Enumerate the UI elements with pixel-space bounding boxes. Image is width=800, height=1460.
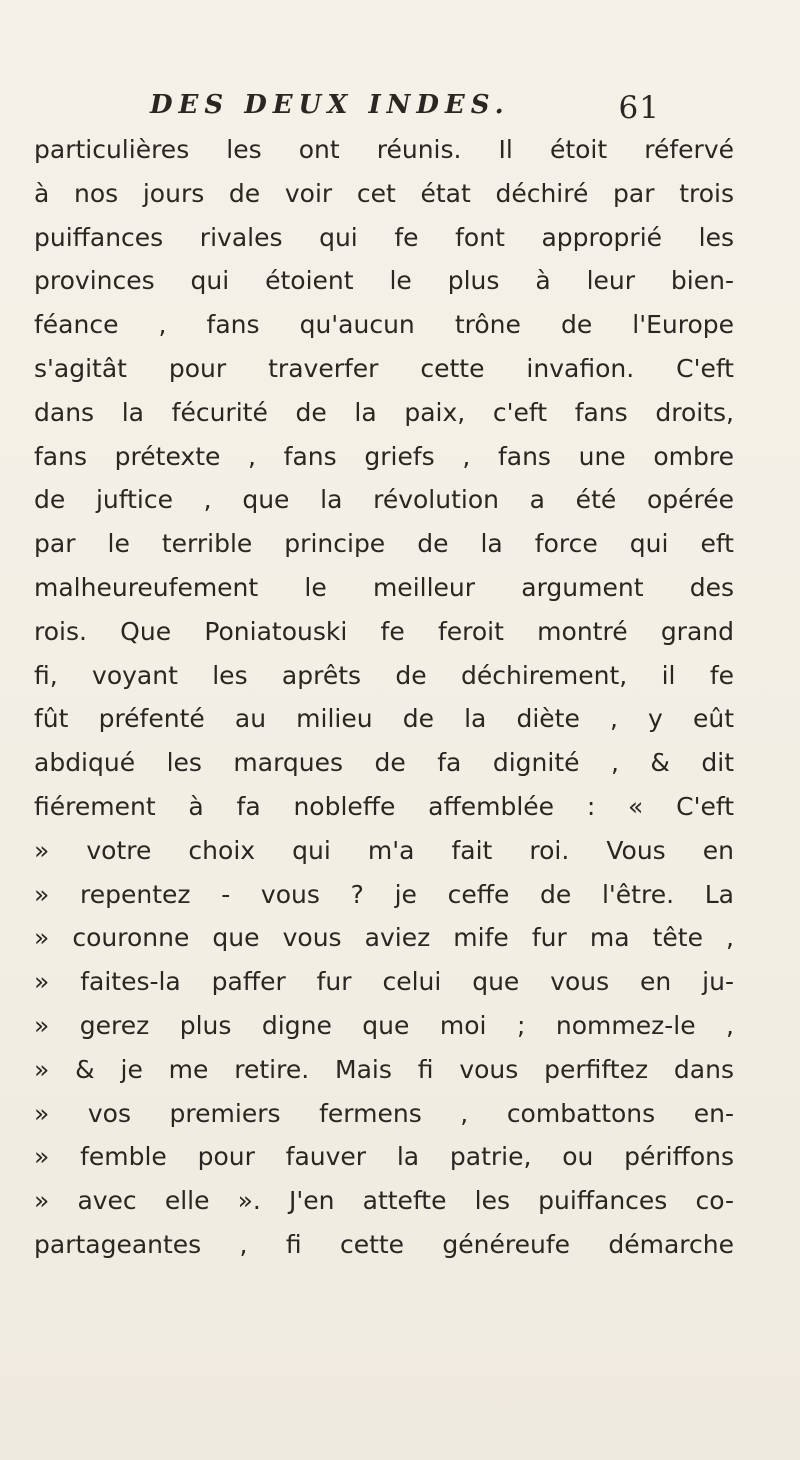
text-line: » couronne que vous aviez mife fur ma tête , (34, 923, 734, 953)
text-line: » faites-la paffer fur celui que vous en ju- (34, 967, 734, 997)
text-line: » repentez - vous ? je ceffe de l'être. La (34, 879, 734, 909)
running-title: DES DEUX INDES. (150, 90, 510, 120)
text-line: rois. Que Poniatouski fe feroit montré grand (34, 616, 734, 646)
text-line: malheureufement le meilleur argument des (34, 572, 734, 602)
text-line: » votre choix qui m'a fait roi. Vous en (34, 835, 734, 865)
text-line: particulières les ont réunis. Il étoit réfervé (34, 135, 734, 164)
text-line: » vos premiers fermens , combattons en- (34, 1098, 734, 1128)
page-number: 61 (618, 90, 660, 126)
text-line: par le terrible principe de la force qui eft (34, 529, 734, 559)
text-line: partageantes , fi cette généreufe démarche (34, 1229, 734, 1259)
text-line: fût préfenté au milieu de la diète , y eût (34, 704, 734, 734)
text-line: » avec elle ». J'en attefte les puiffances co- (34, 1186, 734, 1216)
text-line: fans prétexte , fans griefs , fans une ombre (34, 441, 734, 471)
text-line: » & je me retire. Mais fi vous perfiftez dans (34, 1054, 734, 1084)
text-line: fi, voyant les aprêts de déchirement, il fe (34, 660, 734, 690)
text-line: à nos jours de voir cet état déchiré par trois (34, 178, 734, 208)
text-line: provinces qui étoient le plus à leur bien- (34, 266, 734, 296)
text-line: s'agitât pour traverfer cette invafion. C'eft (34, 353, 734, 383)
text-line: de juftice , que la révolution a été opérée (34, 485, 734, 515)
text-line: fiérement à fa nobleffe affemblée : « C'eft (34, 791, 734, 821)
text-line: abdiqué les marques de fa dignité , & dit (34, 748, 734, 778)
text-line: féance , fans qu'aucun trône de l'Europe (34, 310, 734, 340)
text-line: » femble pour fauver la patrie, ou périffons (34, 1142, 734, 1172)
text-line: dans la fécurité de la paix, c'eft fans droits, (34, 397, 734, 427)
body-text (34, 128, 734, 1267)
text-line: puiffances rivales qui fe font approprié les (34, 222, 734, 252)
text-line: » gerez plus digne que moi ; nommez-le , (34, 1010, 734, 1040)
